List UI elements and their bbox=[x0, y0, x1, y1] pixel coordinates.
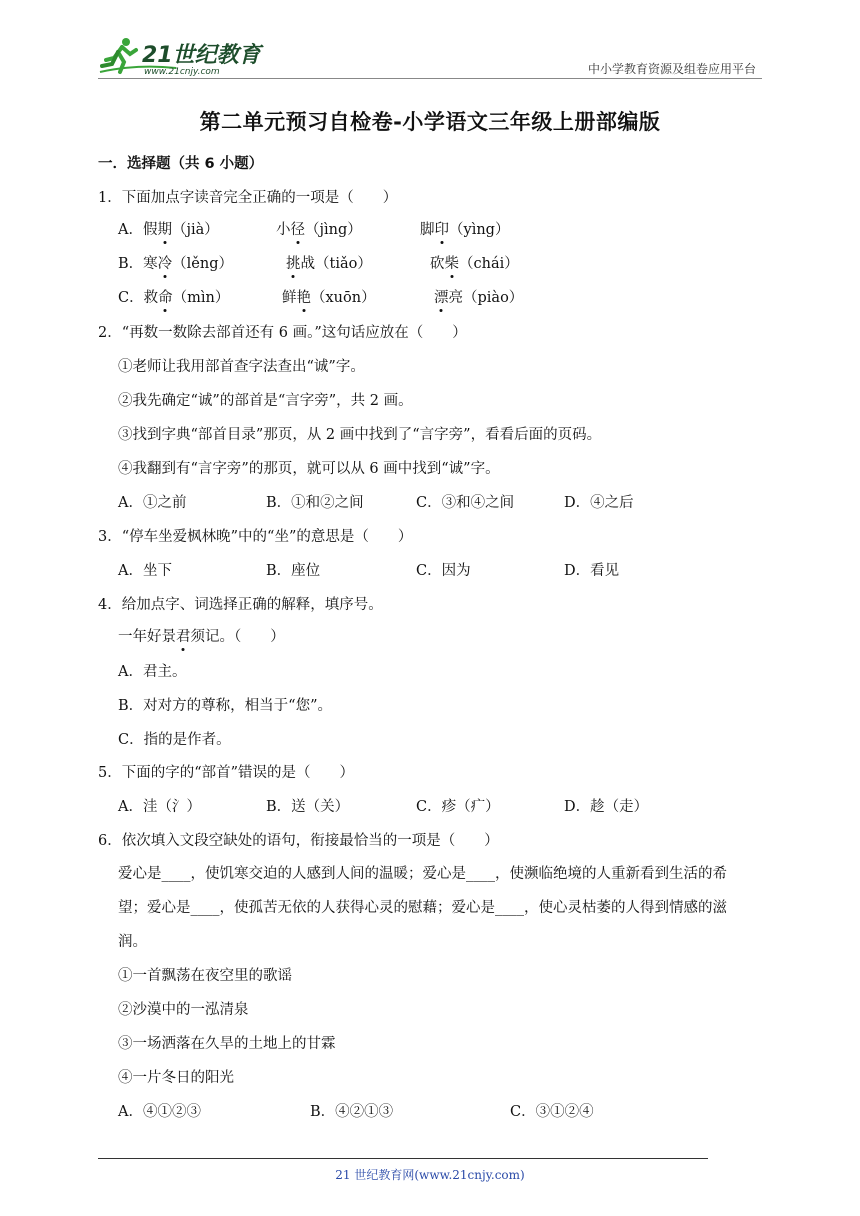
q5-option-d: D．趁（走） bbox=[564, 799, 649, 815]
q6-item-3: ③一场洒落在久旱的土地上的甘霖 bbox=[118, 1036, 336, 1052]
q6-item-1: ①一首飘荡在夜空里的歌谣 bbox=[118, 968, 292, 984]
runner-logo-icon bbox=[96, 34, 266, 78]
q1-option-a-1: A．假期（jià） bbox=[118, 218, 219, 239]
site-logo bbox=[96, 34, 266, 78]
q2-step-1: ①老师让我用部首查字法查出“诚”字。 bbox=[118, 359, 365, 375]
q2-option-a: A．①之前 bbox=[118, 495, 187, 511]
question-4-stem: 4．给加点字、词选择正确的解释，填序号。 bbox=[98, 597, 383, 613]
q2-step-2: ②我先确定“诚”的部首是“言字旁”，共 2 画。 bbox=[118, 393, 413, 409]
q6-item-4: ④一片冬日的阳光 bbox=[118, 1070, 234, 1086]
q3-option-b: B．座位 bbox=[266, 563, 321, 579]
q1-option-c-3: 漂亮（piào） bbox=[434, 286, 523, 307]
logo-main-text: 21世纪教育 bbox=[142, 43, 261, 68]
q1-option-b-3: 砍柴（chái） bbox=[430, 252, 519, 273]
q4-option-c: C．指的是作者。 bbox=[118, 732, 231, 748]
q2-option-b: B．①和②之间 bbox=[266, 495, 364, 511]
q3-option-a: A．坐下 bbox=[118, 563, 172, 579]
q1-option-a-3: 脚印（yìng） bbox=[420, 218, 509, 239]
footer-link[interactable]: 21 世纪教育网(www.21cnjy.com) bbox=[335, 1168, 525, 1182]
q6-paragraph-line-3: 润。 bbox=[118, 934, 147, 950]
question-3-stem: 3．“停车坐爱枫林晚”中的“坐”的意思是（ ） bbox=[98, 529, 413, 545]
q4-option-b: B．对对方的尊称，相当于“您”。 bbox=[118, 698, 332, 714]
q6-paragraph-line-1: 爱心是____，使饥寒交迫的人感到人间的温暖；爱心是____，使濒临绝境的人重新看到生活的希 bbox=[118, 866, 727, 882]
footer-divider bbox=[98, 1158, 708, 1159]
q3-option-c: C．因为 bbox=[416, 563, 471, 579]
section-heading: 一．选择题（共 6 小题） bbox=[98, 156, 264, 172]
q6-option-a: A．④①②③ bbox=[118, 1104, 201, 1120]
page-title: 第二单元预习自检卷-小学语文三年级上册部编版 bbox=[199, 110, 661, 134]
header-divider bbox=[98, 78, 762, 79]
q1-option-b-1: B．寒冷（lěng） bbox=[118, 252, 233, 273]
q2-step-3: ③找到字典“部首目录”那页，从 2 画中找到了“言字旁”，看看后面的页码。 bbox=[118, 427, 602, 443]
q2-option-d: D．④之后 bbox=[564, 495, 634, 511]
q5-option-b: B．送（关） bbox=[266, 799, 350, 815]
logo-sub-text: www.21cnjy.com bbox=[144, 67, 220, 77]
q6-paragraph-line-2: 望；爱心是____，使孤苦无依的人获得心灵的慰藉；爱心是____，使心灵枯萎的人得到情感的滋 bbox=[118, 900, 727, 916]
q6-option-c: C．③①②④ bbox=[510, 1104, 594, 1120]
q1-option-a-2: 小径（jìng） bbox=[276, 218, 362, 239]
question-6-stem: 6．依次填入文段空缺处的语句，衔接最恰当的一项是（ ） bbox=[98, 833, 499, 849]
question-1-stem: 1．下面加点字读音完全正确的一项是（ ） bbox=[98, 190, 398, 206]
q2-step-4: ④我翻到有“言字旁”的那页，就可以从 6 画中找到“诚”字。 bbox=[118, 461, 500, 477]
q5-option-c: C．疹（疒） bbox=[416, 799, 500, 815]
question-5-stem: 5．下面的字的“部首”错误的是（ ） bbox=[98, 765, 355, 781]
q1-option-b-2: 挑战（tiǎo） bbox=[286, 252, 372, 273]
q3-option-d: D．看见 bbox=[564, 563, 620, 579]
q4-option-a: A．君主。 bbox=[118, 664, 187, 680]
question-2-stem: 2．“再数一数除去部首还有 6 画。”这句话应放在（ ） bbox=[98, 325, 467, 341]
q6-item-2: ②沙漠中的一泓清泉 bbox=[118, 1002, 249, 1018]
header-platform-text: 中小学教育资源及组卷应用平台 bbox=[587, 62, 756, 76]
q1-option-c-2: 鲜艳（xuōn） bbox=[282, 286, 376, 307]
q2-option-c: C．③和④之间 bbox=[416, 495, 515, 511]
q6-option-b: B．④②①③ bbox=[310, 1104, 394, 1120]
q4-sentence: 一年好景君须记。（ ） bbox=[118, 625, 285, 646]
q5-option-a: A．洼（氵） bbox=[118, 799, 201, 815]
q1-option-c-1: C．救命（mìn） bbox=[118, 286, 229, 307]
